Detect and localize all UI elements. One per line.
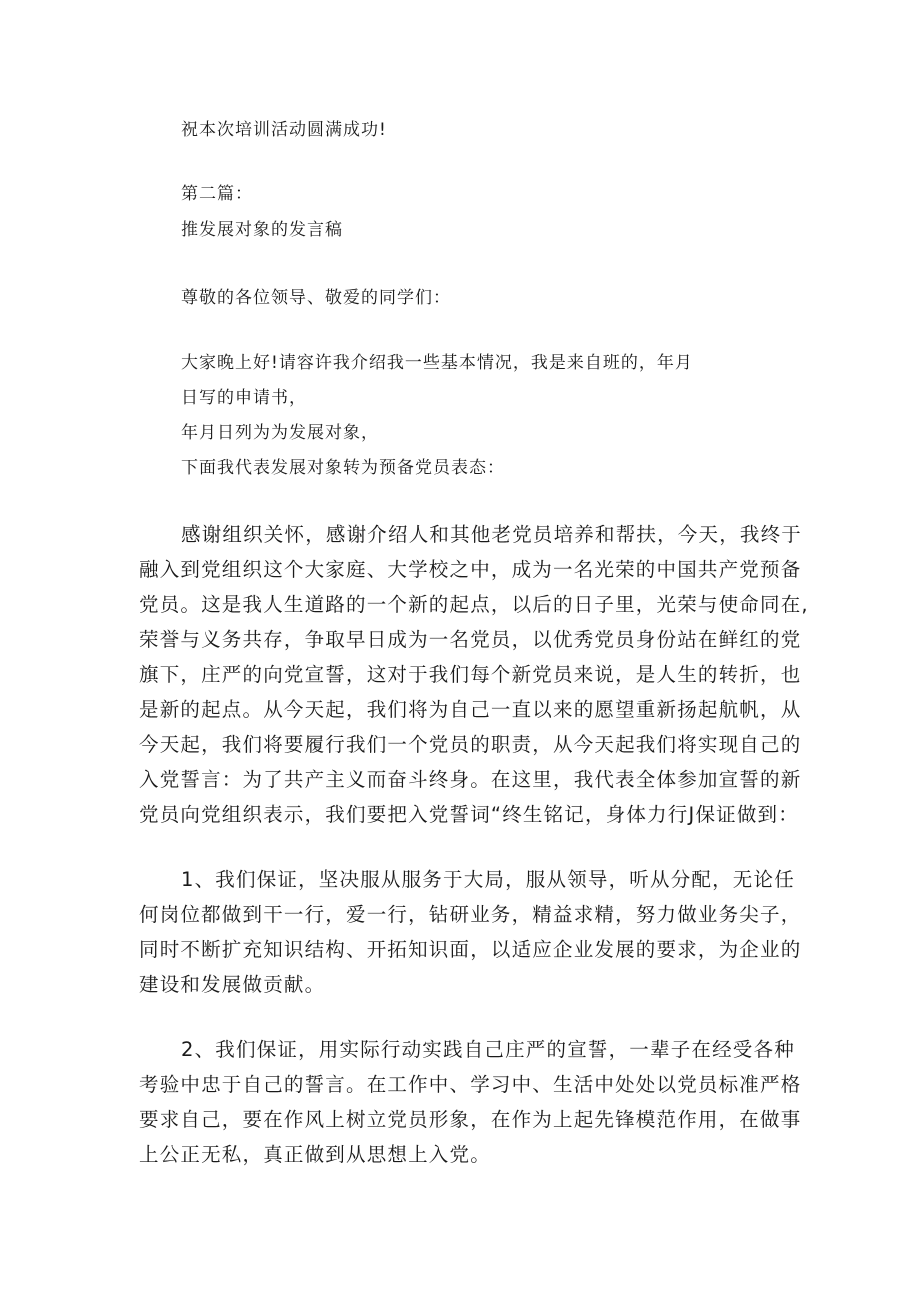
pledge-one-line: 同时不断扩充知识结构、开拓知识面，以适应企业发展的要求，为企业的 bbox=[139, 938, 802, 961]
pledge-two-line: 2、我们保证，用实际行动实践自己庄严的宣誓，一辈子在经受各种 bbox=[181, 1038, 795, 1061]
pledge-one-line: 1、我们保证，坚决服从服务于大局，服从领导，听从分配，无论任 bbox=[181, 868, 795, 891]
pledge-one-line: 建设和发展做贡献。 bbox=[139, 973, 326, 996]
paragraph-line: 感谢组织关怀，感谢介绍人和其他老党员培养和帮扶，今天，我终于 bbox=[181, 523, 803, 546]
paragraph-line: 旗下，庄严的向党宣誓，这对于我们每个新党员来说，是人生的转折，也 bbox=[139, 663, 802, 686]
paragraph-line: 荣誉与义务共存，争取早日成为一名党员，以优秀党员身份站在鲜红的党 bbox=[139, 628, 802, 651]
pledge-two-line: 要求自己，要在作风上树立党员形象，在作为上起先锋模范作用，在做事 bbox=[139, 1108, 802, 1131]
intro-line: 下面我代表发展对象转为预备党员表态： bbox=[181, 458, 505, 478]
intro-line: 大家晚上好!请容许我介绍我一些基本情况，我是来自班的，年月 bbox=[181, 353, 693, 373]
paragraph-line: 是新的起点。从今天起，我们将为自己一直以来的愿望重新扬起航帆，从 bbox=[139, 698, 802, 721]
pledge-two-line: 上公正无私，真正做到从思想上入党。 bbox=[139, 1143, 491, 1166]
salutation: 尊敬的各位领导、敬爱的同学们： bbox=[181, 288, 451, 308]
intro-line: 年月日列为为发展对象， bbox=[181, 423, 379, 443]
section-label: 第二篇： bbox=[181, 184, 253, 204]
document-title: 推发展对象的发言稿 bbox=[181, 220, 343, 240]
paragraph-line: 党员。这是我人生道路的一个新的起点，以后的日子里，光荣与使命同在, bbox=[139, 593, 809, 616]
pledge-one-line: 何岗位都做到干一行，爱一行，钻研业务，精益求精，努力做业务尖子， bbox=[139, 903, 802, 926]
paragraph-line: 入党誓言：为了共产主义而奋斗终身。在这里，我代表全体参加宣誓的新 bbox=[139, 768, 802, 791]
paragraph-line: 今天起，我们将要履行我们一个党员的职责，从今天起我们将实现自己的 bbox=[139, 733, 802, 756]
paragraph-line: 党员向党组织表示，我们要把入党誓词“终生铭记，身体力行J保证做到： bbox=[139, 803, 799, 826]
paragraph-line: 融入到党组织这个大家庭、大学校之中，成为一名光荣的中国共产党预备 bbox=[139, 558, 802, 581]
pledge-two-line: 考验中忠于自己的誓言。在工作中、学习中、生活中处处以党员标准严格 bbox=[139, 1073, 802, 1096]
intro-line: 日写的申请书， bbox=[181, 388, 307, 408]
closing-line: 祝本次培训活动圆满成功! bbox=[181, 120, 387, 140]
